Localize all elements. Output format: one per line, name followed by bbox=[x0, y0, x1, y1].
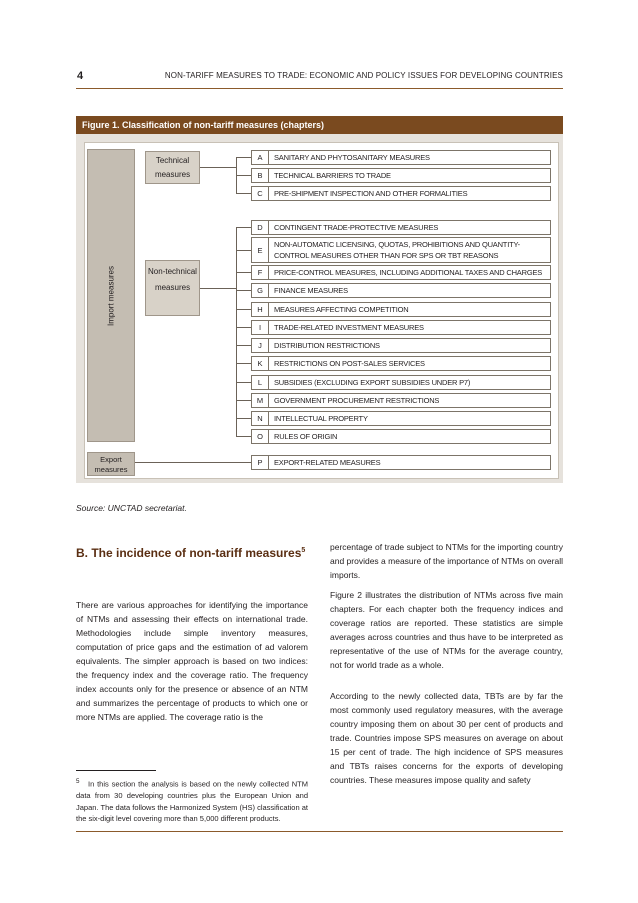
export-measures-box: Export measures bbox=[87, 452, 135, 476]
chapter-row-p bbox=[251, 455, 551, 470]
connector-export bbox=[135, 462, 251, 463]
chapter-name: SUBSIDIES (EXCLUDING EXPORT SUBSIDIES UNDER P7) bbox=[274, 378, 471, 387]
right-paragraph-2: Figure 2 illustrates the distribution of NTMs across five main chapters. For each chapter both the frequency indices and coverage ratios are reported. These statistics are simple averages across countries and thus have to be interpreted as representative of the use of NTMs for the average country, not for world trade as a whole. bbox=[330, 590, 563, 670]
chapter-row-n bbox=[251, 411, 551, 426]
chapter-letter: G bbox=[252, 284, 269, 297]
import-measures-label: Import measures bbox=[106, 265, 116, 327]
chapter-name: FINANCE MEASURES bbox=[274, 286, 348, 295]
chapter-letter: J bbox=[252, 339, 269, 352]
chapter-row-l bbox=[251, 375, 551, 390]
running-header: NON-TARIFF MEASURES TO TRADE: ECONOMIC AND POLICY ISSUES FOR DEVELOPING COUNTRIES bbox=[164, 71, 563, 80]
chapter-row-g bbox=[251, 283, 551, 298]
tick-e bbox=[236, 250, 251, 251]
tick-d bbox=[236, 227, 251, 228]
tick-m bbox=[236, 400, 251, 401]
chapter-name: TRADE-RELATED INVESTMENT MEASURES bbox=[274, 323, 424, 332]
tick-n bbox=[236, 418, 251, 419]
header-divider bbox=[76, 88, 563, 89]
chapter-letter: L bbox=[252, 376, 269, 389]
chapter-row-e bbox=[251, 237, 551, 263]
chapter-name: PRICE-CONTROL MEASURES, INCLUDING ADDITIONAL TAXES AND CHARGES bbox=[274, 268, 543, 277]
heading-footnote-mark: 5 bbox=[301, 547, 306, 554]
figure-title: Figure 1. Classification of non-tariff measures (chapters) bbox=[76, 116, 563, 134]
chapter-letter: A bbox=[252, 151, 269, 164]
chapter-letter: B bbox=[252, 169, 269, 182]
chapter-row-c bbox=[251, 186, 551, 201]
footnote-rule bbox=[76, 770, 156, 771]
tick-f bbox=[236, 272, 251, 273]
chapter-row-j bbox=[251, 338, 551, 353]
tick-o bbox=[236, 436, 251, 437]
chapter-row-o bbox=[251, 429, 551, 444]
chapter-letter: I bbox=[252, 321, 269, 334]
chapter-row-m bbox=[251, 393, 551, 408]
tick-a bbox=[236, 157, 251, 158]
tick-h bbox=[236, 309, 251, 310]
tick-b bbox=[236, 175, 251, 176]
connector-nontechnical bbox=[200, 288, 236, 289]
footnote bbox=[76, 776, 308, 825]
tick-j bbox=[236, 345, 251, 346]
tick-i bbox=[236, 327, 251, 328]
source-prefix: Source: bbox=[76, 503, 106, 513]
chapter-letter: E bbox=[252, 238, 269, 262]
chapter-name: INTELLECTUAL PROPERTY bbox=[274, 414, 368, 423]
chapter-name: RESTRICTIONS ON POST-SALES SERVICES bbox=[274, 359, 425, 368]
section-heading-text: B. The incidence of non-tariff measures bbox=[76, 546, 302, 560]
chapter-name: RULES OF ORIGIN bbox=[274, 432, 338, 441]
bracket-nontechnical bbox=[236, 227, 237, 437]
tick-l bbox=[236, 382, 251, 383]
chapter-row-b bbox=[251, 168, 551, 183]
chapter-name: GOVERNMENT PROCUREMENT RESTRICTIONS bbox=[274, 396, 440, 405]
chapter-name: DISTRIBUTION RESTRICTIONS bbox=[274, 341, 380, 350]
tick-k bbox=[236, 363, 251, 364]
page-number: 4 bbox=[77, 70, 84, 82]
left-paragraph: There are various approaches for identifying the importance of NTMs and assessing their effects on international trade. Methodologies include simple inventory measures, computation of price gaps and the estimation of ad valorem equivalents. The simpler approach is based on two indices: the frequency index and the coverage ratio. The frequency index accounts only for the presence or absence of an NTM and summarizes the percentage of products to which one or more NTMs are applied. The coverage ratio is the bbox=[76, 600, 308, 722]
chapter-letter: M bbox=[252, 394, 269, 407]
tick-g bbox=[236, 290, 251, 291]
connector-technical bbox=[200, 167, 236, 168]
chapter-letter: D bbox=[252, 221, 269, 234]
right-paragraph-3: According to the newly collected data, TBTs are by far the most commonly used regulatory measures, with the average country imposing them on about 30 per cent of products and trade. Countries impose SPS measures on average on about 15 per cent of trade. The high incidence of SPS measures and TBTs raises concerns for the exports of developing countries. These measures impose quality and safety bbox=[330, 691, 563, 785]
chapter-letter: F bbox=[252, 266, 269, 279]
technical-measures-box: Technical measures bbox=[145, 151, 200, 184]
right-paragraph-1: percentage of trade subject to NTMs for the importing country and provides a measure of the importance of NTMs on overall imports. bbox=[330, 542, 563, 580]
figure-source bbox=[76, 503, 187, 513]
chapter-name: CONTINGENT TRADE-PROTECTIVE MEASURES bbox=[274, 223, 439, 232]
chapter-letter: O bbox=[252, 430, 269, 443]
chapter-name: TECHNICAL BARRIERS TO TRADE bbox=[274, 171, 391, 180]
chapter-row-k bbox=[251, 356, 551, 371]
chapter-row-i bbox=[251, 320, 551, 335]
chapter-name: EXPORT-RELATED MEASURES bbox=[274, 458, 381, 467]
chapter-letter: C bbox=[252, 187, 269, 200]
chapter-letter: N bbox=[252, 412, 269, 425]
footnote-mark: 5 bbox=[76, 778, 80, 785]
chapter-letter: P bbox=[252, 456, 269, 469]
chapter-row-h bbox=[251, 302, 551, 317]
section-heading bbox=[76, 542, 316, 562]
chapter-letter: K bbox=[252, 357, 269, 370]
chapter-name: MEASURES AFFECTING COMPETITION bbox=[274, 305, 409, 314]
chapter-row-a bbox=[251, 150, 551, 165]
footnote-text: In this section the analysis is based on the newly collected NTM data from 30 developing countries plus the European Union and Japan. The data follows the Harmonized System (HS) classification at the six-digit level covering more than 5,000 different products. bbox=[76, 779, 308, 823]
chapter-name: SANITARY AND PHYTOSANITARY MEASURES bbox=[274, 153, 430, 162]
source-text: UNCTAD secretariat. bbox=[107, 503, 187, 513]
chapter-letter: H bbox=[252, 303, 269, 316]
chapter-name: PRE-SHIPMENT INSPECTION AND OTHER FORMALITIES bbox=[274, 189, 468, 198]
chapter-name: NON-AUTOMATIC LICENSING, QUOTAS, PROHIBITIONS AND QUANTITY-CONTROL MEASURES OTHER THAN FOR SPS OR TBT REASONS bbox=[274, 240, 520, 260]
tick-c bbox=[236, 193, 251, 194]
bottom-divider bbox=[76, 831, 563, 832]
chapter-row-f bbox=[251, 265, 551, 280]
chapter-row-d bbox=[251, 220, 551, 235]
nontechnical-measures-box: Non-technical measures bbox=[145, 260, 200, 316]
